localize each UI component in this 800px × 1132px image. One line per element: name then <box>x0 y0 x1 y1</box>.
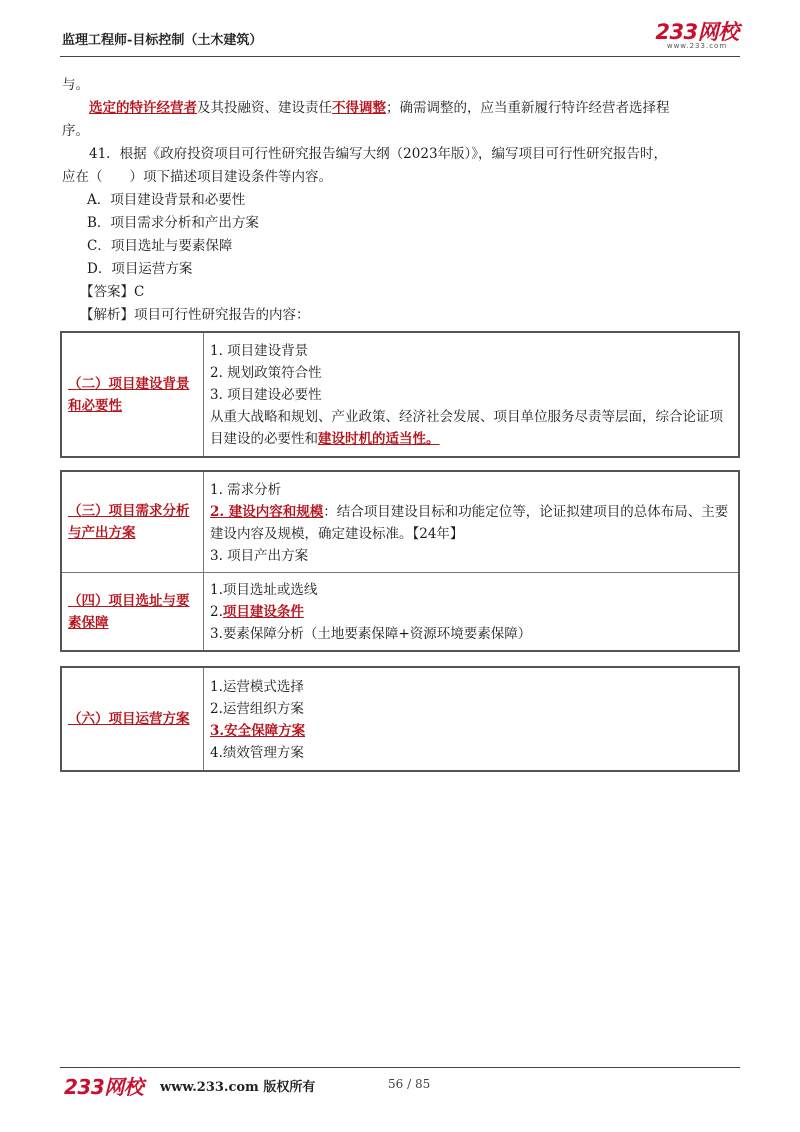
table-row-head: （四）项目选址与要素保障 <box>61 573 204 652</box>
content-line: 1. 需求分析 <box>210 481 282 498</box>
answer-line: 【答案】C <box>80 284 145 300</box>
highlight-selected-operator: 选定的特许经营者 <box>89 100 197 116</box>
intro-line-2 <box>62 97 738 120</box>
intro-line-2-mid: 及其投融资、建设责任 <box>197 100 332 116</box>
brand-logo-url: www.233.com <box>666 42 728 50</box>
table-row-content <box>204 471 740 573</box>
brand-logo-text: 233网校 <box>655 20 739 44</box>
option-b: B．项目需求分析和产出方案 <box>87 215 259 231</box>
document-header-title: 监理工程师-目标控制（土木建筑） <box>62 33 263 48</box>
intro-line-3: 序。 <box>62 123 89 139</box>
table-background-necessity <box>60 331 740 458</box>
content-line: 2.运营组织方案 <box>210 700 304 717</box>
content-line: 1.项目选址或选线 <box>210 582 318 598</box>
table-row-head: （二）项目建设背景和必要性 <box>61 332 204 457</box>
highlight-no-adjust: 不得调整 <box>332 100 386 116</box>
footer-divider <box>60 1067 740 1068</box>
footer-logo: 233网校 <box>64 1075 144 1099</box>
intro-line-2-tail: ；确需调整的，应当重新履行特许经营者选择程 <box>386 100 670 116</box>
content-line: 3. 项目产出方案 <box>210 547 309 564</box>
option-a: A．项目建设背景和必要性 <box>87 192 246 208</box>
content-line: 4.绩效管理方案 <box>210 744 304 761</box>
content-line: 3. 项目建设必要性 <box>210 387 322 403</box>
highlight-timing: 建设时机的适当性。 <box>318 431 440 447</box>
table-row <box>61 332 739 457</box>
content-line: 2.项目建设条件 <box>210 604 304 620</box>
table-row-head: （三）项目需求分析与产出方案 <box>61 471 204 573</box>
intro-line-1: 与。 <box>62 77 89 93</box>
option-c: C．项目选址与要素保障 <box>87 238 233 254</box>
table-row-content <box>204 573 740 652</box>
document-body <box>62 74 738 327</box>
content-line: 1. 项目建设背景 <box>210 343 309 359</box>
brand-logo <box>652 22 742 50</box>
table-row-content <box>204 332 740 457</box>
table-demand-site <box>60 470 740 652</box>
highlight-safety-plan: 3.安全保障方案 <box>210 722 306 739</box>
table-row-content <box>204 667 740 771</box>
content-line: 1.运营模式选择 <box>210 678 304 695</box>
content-line: 2. 建设内容和规模：结合项目建设目标和功能定位等，论证拟建项目的总体布局、主要建设内容及规模，确定建设标准。【24年】 <box>210 503 729 542</box>
table-operation <box>60 666 740 772</box>
table-row-head: （六）项目运营方案 <box>61 667 204 771</box>
highlight-construction-conditions: 项目建设条件 <box>222 604 304 620</box>
question-stem-line-2: 应在（ ）项下描述项目建设条件等内容。 <box>62 169 332 185</box>
page-number: 56 / 85 <box>388 1077 431 1091</box>
table-row <box>61 573 739 652</box>
table-row <box>61 471 739 573</box>
analysis-line: 【解析】项目可行性研究报告的内容： <box>80 307 310 323</box>
content-line: 从重大战略和规划、产业政策、经济社会发展、项目单位服务尽责等层面，综合论证项目建设的必要性和建设时机的适当性。 <box>210 409 723 447</box>
question-stem-line-1: 41．根据《政府投资项目可行性研究报告编写大纲（2023年版）》，编写项目可行性研究报告时， <box>89 146 668 162</box>
option-d: D．项目运营方案 <box>87 261 193 277</box>
table-row <box>61 667 739 771</box>
content-line: 2. 规划政策符合性 <box>210 365 322 381</box>
header-divider <box>60 56 740 57</box>
footer-copyright: www.233.com 版权所有 <box>160 1080 316 1095</box>
content-line: 3.要素保障分析（土地要素保障+资源环境要素保障） <box>210 626 532 642</box>
highlight-scope-scale: 2. 建设内容和规模 <box>210 503 324 520</box>
